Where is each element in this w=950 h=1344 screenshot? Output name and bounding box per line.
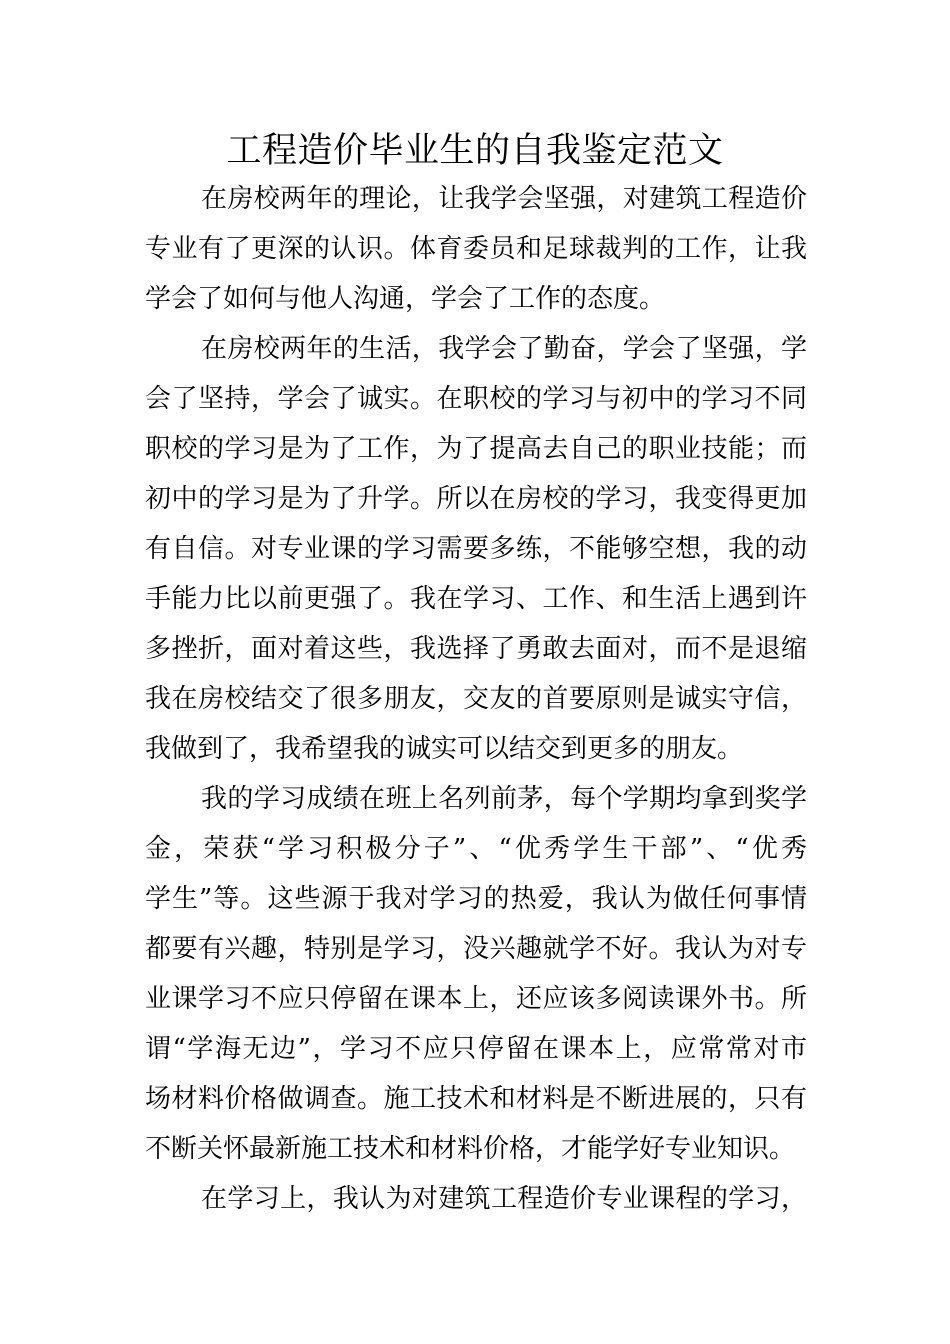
document-title: 工程造价毕业生的自我鉴定范文 (226, 131, 724, 171)
body-line: 多挫折，面对着这些，我选择了勇敢去面对，而不是退缩 (145, 634, 807, 664)
body-line: 初中的学习是为了升学。所以在房校的学习，我变得更加 (145, 484, 807, 514)
body-line: 不断关怀最新施工技术和材料价格，才能学好专业知识。 (145, 1134, 796, 1164)
body-line: 学会了如何与他人沟通，学会了工作的态度。 (145, 284, 666, 314)
body-line: 场材料价格做调查。施工技术和材料是不断进展的，只有 (145, 1084, 807, 1114)
body-line: 业课学习不应只停留在课本上，还应该多阅读课外书。所 (145, 984, 807, 1014)
body-line: 会了坚持，学会了诚实。在职校的学习与初中的学习不同 (145, 384, 807, 414)
body-line: 谓“学海无边”，学习不应只停留在课本上，应常常对市 (145, 1034, 807, 1064)
body-line: 手能力比以前更强了。我在学习、工作、和生活上遇到许 (145, 584, 807, 614)
body-line: 我的学习成绩在班上名列前茅，每个学期均拿到奖学 (201, 784, 807, 814)
body-line: 都要有兴趣，特别是学习，没兴趣就学不好。我认为对专 (145, 934, 807, 964)
body-line: 在房校两年的生活，我学会了勤奋，学会了坚强，学 (201, 334, 807, 364)
body-line: 在房校两年的理论，让我学会坚强，对建筑工程造价 (201, 184, 807, 214)
body-line: 金，荣获“学习积极分子”、“优秀学生干部”、“优秀 (145, 834, 807, 864)
body-line: 我做到了，我希望我的诚实可以结交到更多的朋友。 (145, 734, 744, 764)
body-line: 在学习上，我认为对建筑工程造价专业课程的学习， (201, 1184, 807, 1214)
body-line: 有自信。对专业课的学习需要多练，不能够空想，我的动 (145, 534, 807, 564)
body-line: 学生”等。这些源于我对学习的热爱，我认为做任何事情 (145, 884, 807, 914)
body-line: 职校的学习是为了工作，为了提高去自己的职业技能；而 (145, 434, 807, 464)
body-line: 我在房校结交了很多朋友，交友的首要原则是诚实守信， (145, 684, 807, 714)
body-line: 专业有了更深的认识。体育委员和足球裁判的工作，让我 (145, 234, 807, 264)
